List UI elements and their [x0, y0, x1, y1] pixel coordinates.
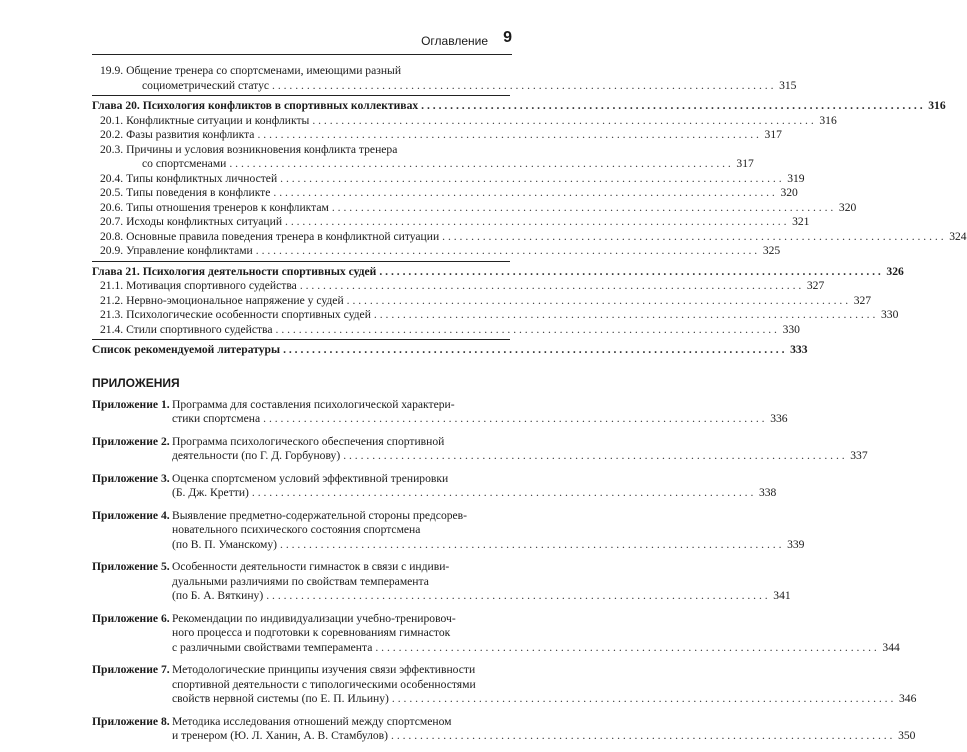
- toc-entry-text: Методологические принципы изучения связи эффективности: [172, 663, 476, 676]
- toc-entry-text: (по Б. А. Вяткину): [172, 589, 264, 602]
- toc-line: [172, 692, 916, 707]
- toc-line: [142, 157, 754, 172]
- toc-line: [172, 626, 900, 641]
- toc-entry-text: ного процесса и подготовки к соревнованиям гимнасток: [172, 626, 451, 639]
- toc-entry-text: 20.5. Типы поведения в конфликте: [100, 186, 271, 199]
- toc-entry-text: (Б. Дж. Кретти): [172, 486, 249, 499]
- toc-page-number: 326: [886, 264, 904, 278]
- toc-line: [100, 229, 967, 245]
- toc-chapter[interactable]: [92, 264, 904, 280]
- running-header: [92, 28, 512, 55]
- dot-leader: [421, 99, 922, 114]
- appendix-entry[interactable]: [92, 471, 777, 501]
- toc-entry-text: 20.7. Исходы конфликтных ситуаций: [100, 215, 283, 228]
- toc-page-number: 338: [758, 486, 777, 499]
- appendix-entry[interactable]: [92, 611, 900, 656]
- toc-entry-text: Глава 20. Психология конфликтов в спортивных коллективах: [92, 99, 419, 112]
- toc-line: [100, 293, 872, 309]
- toc-entry-text: 21.4. Стили спортивного судейства: [100, 322, 273, 336]
- toc-entry-text: Программа психологического обеспечения спортивной: [172, 434, 445, 448]
- toc-entry-text: (по В. П. Уманскому): [172, 537, 278, 551]
- dot-leader: [285, 215, 786, 230]
- toc-entry-text: Особенности деятельности гимнасток в связи с индиви-: [172, 560, 450, 573]
- toc-page-number: 319: [787, 171, 805, 185]
- toc-line: [172, 560, 791, 575]
- toc-entry-text: 20.6. Типы отношения тренеров к конфликтам: [100, 200, 329, 214]
- appendix-body: [172, 560, 791, 604]
- appendix-label: Приложение 2.: [92, 434, 170, 448]
- dot-leader: [312, 114, 813, 129]
- toc-line: [100, 215, 810, 230]
- toc-entry-text: социометрический статус: [142, 78, 270, 92]
- dot-leader: [374, 308, 875, 323]
- dot-leader: [266, 589, 767, 604]
- dot-leader: [347, 294, 848, 309]
- toc-entry-text: 20.9. Управление конфликтами: [100, 244, 253, 257]
- appendix-body: [172, 398, 788, 427]
- toc-page-number: 320: [780, 186, 798, 199]
- appendix-heading: ПРИЛОЖЕНИЯ: [92, 375, 180, 390]
- toc-entry-text: с различными свойствами темперамента: [172, 640, 373, 654]
- toc-section[interactable]: [92, 293, 872, 309]
- toc-line: [100, 171, 805, 187]
- toc-line: [100, 186, 798, 201]
- toc-line: [172, 412, 788, 427]
- toc-entry-text: Программа для составления психологической характери-: [172, 397, 455, 411]
- toc-page-number: 350: [898, 729, 916, 742]
- dot-leader: [300, 279, 801, 294]
- toc-page-number: 344: [882, 640, 900, 654]
- toc-page-number: 330: [782, 322, 800, 336]
- toc-page-number: 316: [819, 113, 837, 127]
- dot-leader: [343, 449, 844, 464]
- toc-page-number: 317: [764, 128, 782, 141]
- appendix-label: Приложение 3.: [92, 471, 170, 485]
- toc-line: [100, 200, 857, 216]
- appendix-body: [172, 663, 916, 707]
- toc-line: [172, 678, 916, 693]
- toc-page-number: 336: [770, 412, 788, 425]
- appendix-entry[interactable]: [92, 508, 805, 553]
- toc-line: [172, 715, 915, 730]
- toc-page-number: 315: [779, 78, 797, 92]
- toc-list: [92, 64, 967, 358]
- toc-line: [172, 509, 804, 524]
- appendix-body: [172, 509, 804, 553]
- appendix-entry[interactable]: [92, 714, 916, 744]
- toc-line: [172, 449, 868, 464]
- toc-entry-text: 20.1. Конфликтные ситуации и конфликты: [100, 113, 310, 127]
- toc-line: [172, 612, 900, 627]
- toc-line: [100, 244, 781, 259]
- toc-section[interactable]: [92, 171, 805, 187]
- toc-entry-text: 19.9. Общение тренера со спортсменами, имеющими разный: [100, 64, 402, 77]
- toc-entry-text: 20.2. Фазы развития конфликта: [100, 128, 255, 141]
- toc-section[interactable]: [92, 186, 798, 201]
- toc-page-number: 316: [928, 99, 946, 112]
- toc-line: [172, 641, 900, 656]
- toc-line: [172, 486, 776, 501]
- toc-line: [172, 575, 791, 590]
- appendix-label: Приложение 6.: [92, 611, 170, 625]
- dot-leader: [263, 412, 764, 427]
- dot-leader: [332, 201, 833, 216]
- toc-section[interactable]: [92, 113, 837, 129]
- dot-leader: [252, 486, 753, 501]
- dot-leader: [273, 186, 774, 201]
- toc-line: [100, 143, 510, 158]
- appendix-entry[interactable]: [92, 434, 868, 464]
- appendix-list: [92, 397, 917, 744]
- toc-section[interactable]: [92, 322, 800, 338]
- toc-line: [172, 538, 804, 553]
- appendix-label: Приложение 8.: [92, 714, 170, 728]
- appendix-entry[interactable]: [92, 560, 791, 604]
- dot-leader: [257, 128, 758, 143]
- toc-entry-text: Оценка спортсменом условий эффективной тренировки: [172, 471, 449, 485]
- toc-page-number: 321: [792, 215, 810, 228]
- appendix-label: Приложение 1.: [92, 397, 170, 411]
- toc-page-number: 320: [838, 200, 857, 214]
- appendix-entry[interactable]: [92, 663, 917, 707]
- toc-page-number: 325: [762, 244, 781, 257]
- toc-line: [172, 589, 791, 604]
- dot-leader: [379, 265, 880, 280]
- toc-line: [172, 398, 788, 413]
- toc-line: [142, 78, 797, 94]
- toc-section[interactable]: [92, 279, 825, 294]
- toc-line: [92, 343, 808, 358]
- toc-entry-text: дуальными различиями по свойствам темперамента: [172, 574, 429, 588]
- toc-entry-text: 20.3. Причины и условия возникновения конфликта тренера: [100, 142, 398, 156]
- toc-entry-text: и тренером (Ю. Л. Ханин, А. В. Стамбулов): [172, 729, 389, 742]
- toc-entry-text: спортивной деятельности с типологическими особенностями: [172, 677, 476, 691]
- toc-line: [100, 113, 837, 129]
- dot-leader: [280, 172, 781, 187]
- appendix-body: [172, 435, 868, 464]
- running-header-title: Оглавление: [421, 34, 488, 48]
- table-of-contents: [92, 64, 967, 752]
- toc-page-number: 327: [853, 293, 872, 307]
- toc-chapter[interactable]: [92, 343, 808, 358]
- toc-section[interactable]: [92, 142, 754, 172]
- dot-leader: [272, 79, 773, 94]
- toc-line: [92, 99, 946, 114]
- dot-leader: [256, 244, 757, 259]
- toc-section[interactable]: [92, 200, 857, 216]
- toc-page-number: 341: [773, 589, 791, 602]
- toc-page-number: 333: [790, 343, 808, 356]
- appendix-body: [172, 472, 776, 501]
- toc-entry-text: новательного психического состояния спортсмена: [172, 523, 421, 536]
- toc-entry-text: Список рекомендуемой литературы: [92, 343, 281, 356]
- toc-line: [172, 729, 915, 744]
- toc-entry-text: 21.2. Нервно-эмоциональное напряжение у судей: [100, 293, 344, 307]
- toc-section[interactable]: [92, 215, 810, 230]
- toc-page-number: 330: [880, 308, 899, 321]
- dot-leader: [392, 692, 893, 707]
- appendix-label: Приложение 7.: [92, 663, 170, 676]
- dot-leader: [442, 230, 943, 245]
- toc-entry-text: Рекомендации по индивидуализации учебно-тренировоч-: [172, 611, 456, 625]
- toc-section[interactable]: [92, 229, 967, 245]
- toc-page-number: 337: [850, 449, 868, 462]
- toc-line: [92, 264, 904, 280]
- chapter-separator: [92, 261, 510, 262]
- toc-line: [172, 663, 916, 678]
- appendix-label: Приложение 5.: [92, 560, 170, 573]
- chapter-separator: [92, 95, 510, 96]
- toc-line: [100, 64, 510, 79]
- appendix-label: Приложение 4.: [92, 508, 170, 522]
- toc-entry-text: 21.3. Психологические особенности спортивных судей: [100, 308, 371, 321]
- toc-line: [100, 322, 800, 338]
- dot-leader: [229, 157, 730, 172]
- toc-line: [100, 279, 825, 294]
- toc-entry-text: со спортсменами: [142, 157, 227, 170]
- toc-entry-text: Выявление предметно-содержательной стороны предсорев-: [172, 508, 468, 522]
- toc-entry-text: Методика исследования отношений между спортсменом: [172, 714, 452, 728]
- toc-line: [172, 435, 868, 450]
- page-number: 9: [503, 29, 512, 46]
- toc-entry-text: деятельности (по Г. Д. Горбунову): [172, 449, 341, 462]
- toc-chapter[interactable]: [92, 99, 946, 114]
- toc-section[interactable]: [92, 64, 797, 93]
- chapter-separator: [92, 339, 510, 340]
- dot-leader: [375, 641, 876, 656]
- toc-line: [100, 128, 782, 143]
- toc-line: [172, 523, 804, 538]
- appendix-entry[interactable]: [92, 397, 788, 427]
- toc-page-number: 317: [736, 157, 754, 170]
- dot-leader: [283, 343, 784, 358]
- toc-page-number: 327: [806, 279, 825, 292]
- toc-entry-text: 20.4. Типы конфликтных личностей: [100, 171, 278, 185]
- toc-section[interactable]: [92, 308, 899, 323]
- toc-entry-text: 21.1. Мотивация спортивного судейства: [100, 279, 297, 292]
- toc-page-number: 346: [898, 692, 917, 705]
- toc-page-number: 339: [787, 537, 805, 551]
- toc-entry-text: 20.8. Основные правила поведения тренера в конфликтной ситуации: [100, 229, 440, 243]
- dot-leader: [276, 323, 777, 338]
- dot-leader: [280, 538, 781, 553]
- toc-section[interactable]: [92, 128, 782, 143]
- toc-section[interactable]: [92, 244, 781, 259]
- appendix-body: [172, 715, 915, 744]
- toc-page-number: 324: [949, 229, 967, 243]
- appendix-body: [172, 612, 900, 656]
- toc-line: [100, 308, 899, 323]
- toc-entry-text: Глава 21. Психология деятельности спортивных судей: [92, 264, 377, 278]
- toc-entry-text: стики спортсмена: [172, 412, 261, 425]
- toc-entry-text: свойств нервной системы (по Е. П. Ильину): [172, 692, 389, 705]
- toc-line: [172, 472, 776, 487]
- dot-leader: [391, 729, 892, 744]
